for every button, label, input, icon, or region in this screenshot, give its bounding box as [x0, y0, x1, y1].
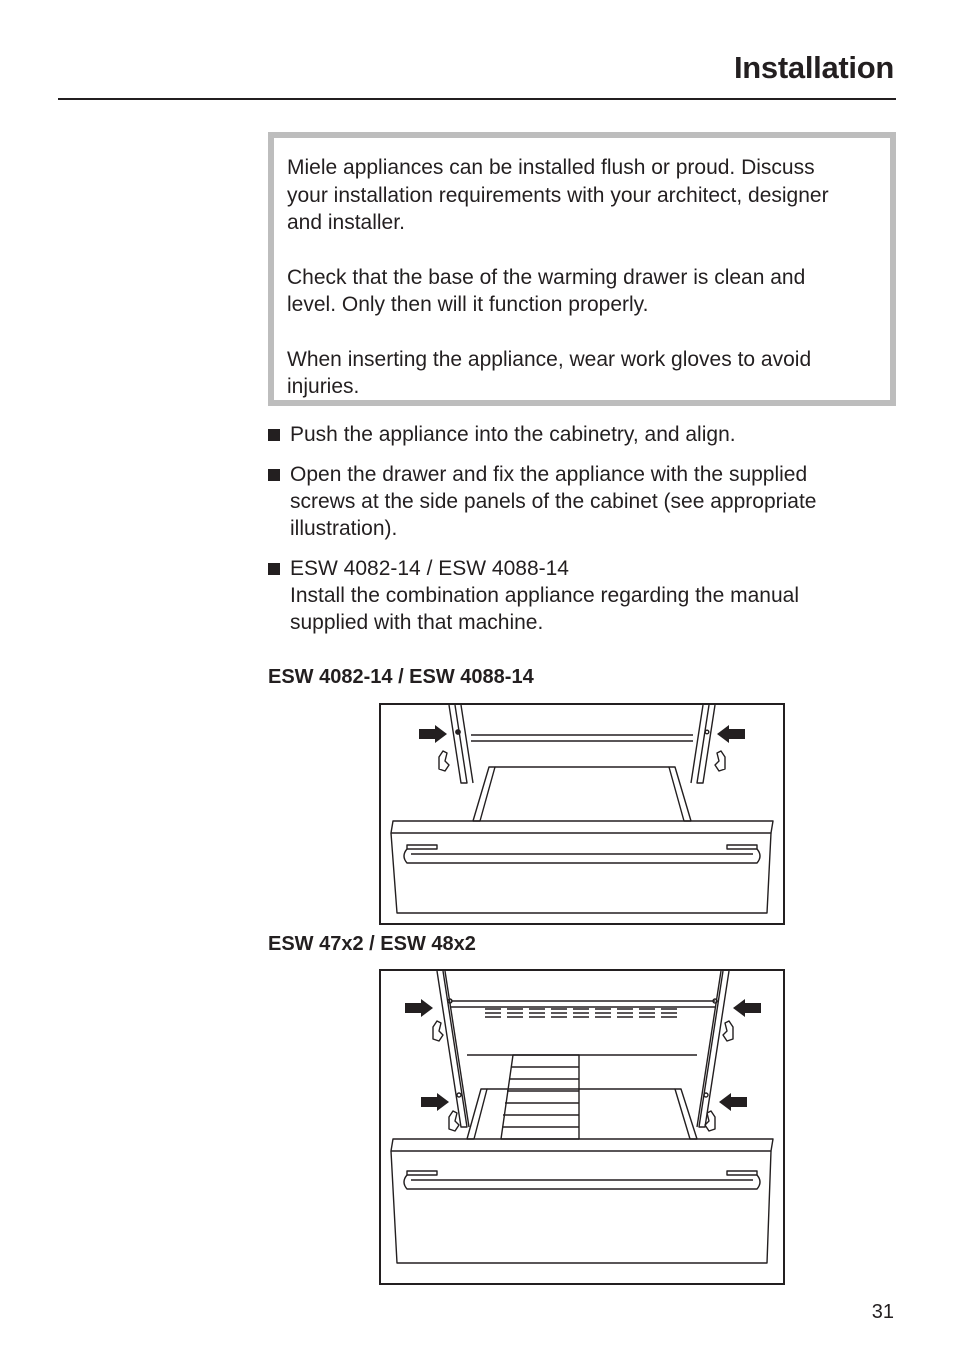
list-item — [268, 555, 888, 636]
step-line: screws at the side panels of the cabinet (see appropriate — [290, 490, 817, 513]
note-line: and installer. — [287, 211, 405, 234]
square-bullet-icon — [268, 429, 280, 441]
step-line: supplied with that machine. — [290, 611, 544, 634]
drawer-installation-diagram-vented — [381, 971, 783, 1283]
page-title: Installation — [733, 50, 894, 85]
figure-drawer-installation-vented — [379, 969, 785, 1285]
square-bullet-icon — [268, 469, 280, 481]
note-line: Check that the base of the warming drawer is clean and — [287, 265, 806, 289]
header-rule — [58, 98, 896, 100]
note-line: When inserting the appliance, wear work gloves to avoid — [287, 347, 812, 371]
step-line: Push the appliance into the cabinetry, and align. — [290, 423, 736, 446]
drawer-installation-diagram — [381, 705, 783, 923]
figure-caption: ESW 47x2 / ESW 48x2 — [268, 933, 476, 955]
figure-caption: ESW 4082-14 / ESW 4088-14 — [268, 666, 534, 688]
step-line: ESW 4082-14 / ESW 4088-14 — [290, 557, 569, 580]
step-line: Install the combination appliance regarding the manual — [290, 584, 799, 607]
step-line: Open the drawer and fix the appliance with the supplied — [290, 463, 808, 486]
square-bullet-icon — [268, 563, 280, 575]
step-line: illustration). — [290, 517, 398, 540]
note-box — [268, 132, 896, 406]
figure-drawer-installation — [379, 703, 785, 925]
list-item — [268, 461, 888, 542]
note-line: level. Only then will it function properly. — [287, 293, 649, 316]
note-paragraph — [287, 154, 878, 237]
note-line: injuries. — [287, 375, 360, 398]
installation-steps — [268, 421, 888, 649]
note-paragraph — [287, 346, 878, 401]
note-line: Miele appliances can be installed flush or proud. Discuss — [287, 156, 815, 179]
note-paragraph — [287, 264, 878, 319]
list-item — [268, 421, 888, 448]
note-line: your installation requirements with your architect, designer — [287, 183, 829, 207]
page-number: 31 — [871, 1301, 894, 1323]
